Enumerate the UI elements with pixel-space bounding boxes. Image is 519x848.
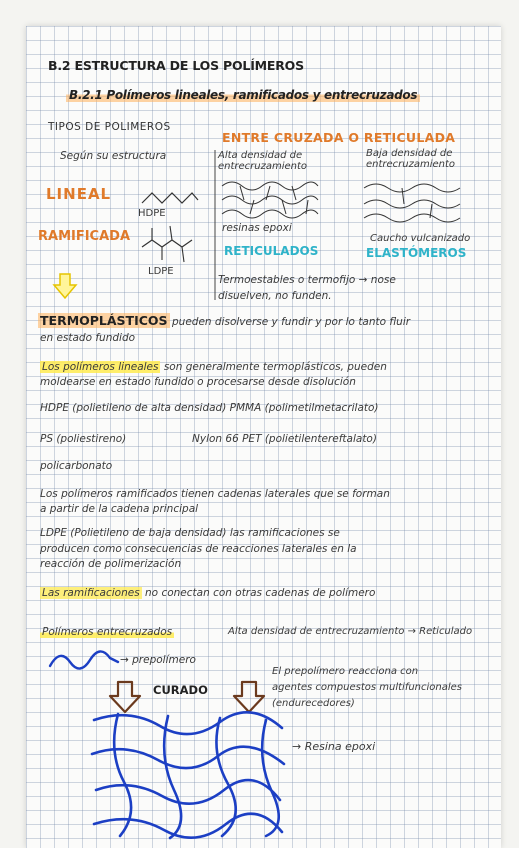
paragraph-lineales-2: moldearse en estado fundido o procesarse desde disolución [40, 376, 356, 388]
linear-chain-icon [140, 188, 200, 208]
baja-densidad: Baja densidad de entrecruzamiento [366, 148, 456, 170]
paragraph-ldpe-1: LDPE (Polietileno de baja densidad) las ramificaciones se [40, 527, 340, 539]
curado-arrow-left-icon [108, 680, 142, 714]
paragraph-ps: PS (poliestireno) [40, 433, 127, 445]
resinas-epoxi: resinas epoxi [222, 222, 292, 234]
paragraph-ramificados-2: a partir de la cadena principal [40, 503, 199, 515]
curado-label: CURADO [153, 683, 208, 697]
tipos-title: TIPOS DE POLIMEROS [48, 121, 171, 133]
entrecruzada-title: ENTRE CRUZADA O RETICULADA [222, 130, 456, 145]
entrecruzados-alta: Alta densidad de entrecruzamiento → Reticulado [228, 626, 473, 637]
curado-desc-1: El prepolímero reacciona con [272, 666, 419, 677]
paragraph-lineales-1 [40, 361, 387, 373]
high-crosslink-sketch [220, 178, 320, 223]
alta-densidad: Alta densidad de entrecruzamiento [218, 150, 308, 172]
prepolimero-label: → prepolímero [120, 654, 196, 666]
termoplasticos-rest1: pueden disolverse y fundir y por lo tanto fluir [172, 316, 411, 328]
paragraph-nylon-pet: Nylon 66 PET (polietilentereftalato) [192, 433, 377, 445]
crosslinked-network [90, 712, 286, 840]
elastomeros-label: ELASTÓMEROS [366, 246, 467, 260]
termoestables-line1: Termoestables o termofijo → nose [218, 274, 396, 286]
curado-desc-3: (endurecedores) [272, 698, 355, 709]
branched-chain-icon [140, 222, 200, 266]
paragraph-hdpe-pmma: HDPE (polietileno de alta densidad) PMMA (polimetilmetacrilato) [40, 402, 379, 414]
ramificada-label: RAMIFICADA [38, 229, 131, 244]
vertical-divider [213, 150, 217, 300]
paragraph-policarbonato: policarbonato [40, 460, 113, 472]
section-subtitle: B.2.1 Polímeros lineales, ramificados y entrecruzados [66, 88, 420, 102]
low-crosslink-sketch [362, 180, 472, 225]
reticulados-label: RETICULADOS [224, 244, 319, 258]
down-arrow-icon [52, 272, 78, 300]
caucho-vulcanizado: Caucho vulcanizado [370, 233, 471, 244]
paragraph-ramificaciones-rest: no conectan con otras cadenas de polímero [145, 587, 376, 599]
paragraph-lineales-rest: son generalmente termoplásticos, pueden [163, 361, 387, 373]
highlight-ramificaciones: Las ramificaciones [42, 587, 140, 599]
termoestables-line2: disuelven, no funden. [218, 290, 332, 302]
section-title: B.2 ESTRUCTURA DE LOS POLÍMEROS [48, 58, 304, 73]
paragraph-ramificados-1: Los polímeros ramificados tienen cadenas laterales que se forman [40, 488, 390, 500]
entrecruzados-label: Polímeros entrecruzados [42, 626, 173, 638]
paragraph-ramificaciones [40, 587, 375, 599]
prepolymer-wave [48, 648, 120, 670]
paragraph-ldpe-3: reacción de polimerización [40, 558, 182, 570]
curado-arrow-right-icon [232, 680, 266, 714]
paragraph-ldpe-2: producen como consecuencias de reacciones laterales en la [40, 543, 357, 555]
termoplasticos-rest2: en estado fundido [40, 332, 136, 344]
ldpe-label: LDPE [148, 266, 174, 277]
termoplasticos-word: TERMOPLÁSTICOS [40, 313, 168, 328]
highlight-lineales: Los polímeros lineales [42, 361, 159, 373]
curado-desc-2: agentes compuestos multifuncionales [272, 682, 463, 693]
resina-epoxi: → Resina epoxi [292, 740, 376, 753]
lineal-label: LINEAL [46, 185, 112, 203]
segun-estructura: Según su estructura [60, 150, 167, 162]
hdpe-label: HDPE [138, 208, 166, 219]
